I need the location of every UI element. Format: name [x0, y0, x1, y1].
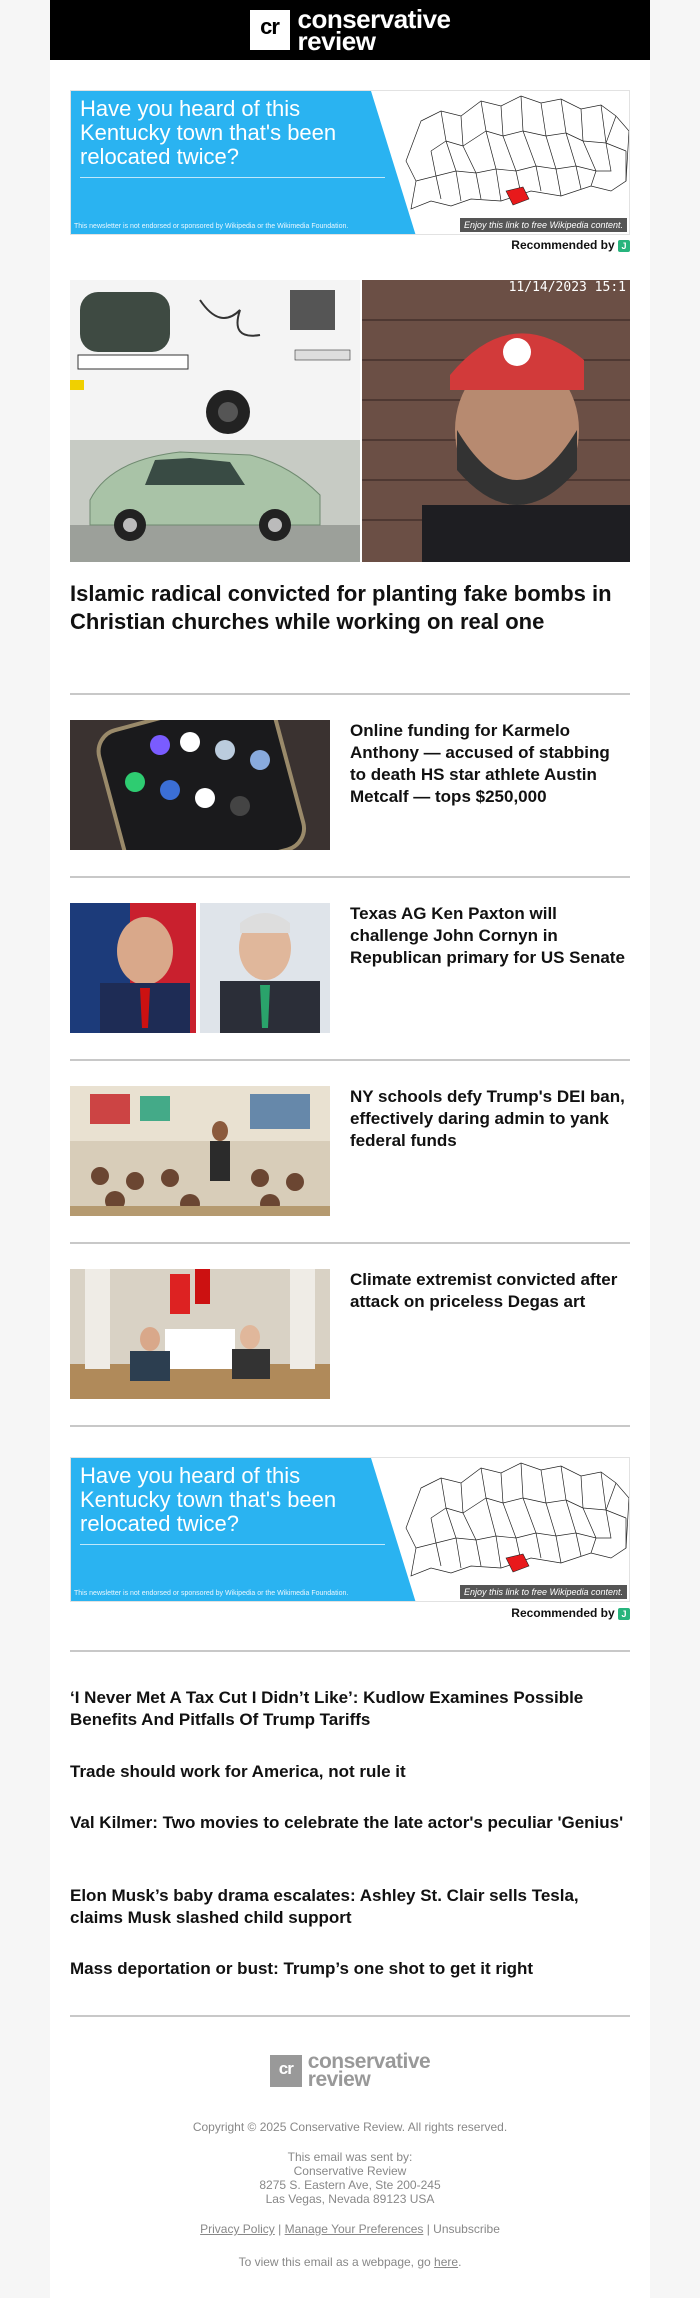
divider	[70, 693, 630, 695]
unsubscribe-link[interactable]: Unsubscribe	[433, 2222, 500, 2236]
story-thumbnail	[70, 903, 330, 1033]
manage-preferences-link[interactable]: Manage Your Preferences	[284, 2222, 424, 2236]
recommended-by[interactable]: Recommended by J	[70, 1606, 630, 1620]
divider	[70, 2015, 630, 2017]
headline-link[interactable]: Trade should work for America, not rule it	[70, 1762, 406, 1781]
hero-headline[interactable]: Islamic radical convicted for planting fake bombs in Christian churches while working on real one	[70, 581, 612, 634]
story-card[interactable]	[70, 903, 630, 1033]
copyright: Copyright © 2025 Conservative Review. All rights reserved.	[192, 2120, 508, 2134]
webpage-link[interactable]: here	[434, 2255, 459, 2269]
jeeng-icon: J	[618, 1608, 630, 1620]
headline-link[interactable]: Val Kilmer: Two movies to celebrate the late actor's peculiar 'Genius'	[70, 1813, 624, 1832]
story-card[interactable]	[70, 1269, 630, 1399]
timestamp: 11/14/2023 15:1	[508, 280, 626, 295]
suspect-photo	[362, 280, 630, 562]
logo-wordmark[interactable]: conservative review	[297, 4, 451, 56]
sent-by: This email was sent by:	[287, 2150, 413, 2164]
story-card[interactable]	[70, 1086, 630, 1216]
divider	[70, 876, 630, 878]
headline-link[interactable]: Mass deportation or bust: Trump’s one shot to get it right	[70, 1959, 534, 1978]
ad-caption: Enjoy this link to free Wikipedia content.	[460, 218, 627, 232]
evidence-photo-collage	[70, 280, 360, 562]
story-headline[interactable]: Online funding for Karmelo Anthony — accused of stabbing to death HS star athlete Austin Metcalf — tops $250,000	[350, 721, 610, 806]
headline-link[interactable]: Elon Musk’s baby drama escalates: Ashley St. Clair sells Tesla, claims Musk slashed child support	[70, 1886, 579, 1927]
kentucky-map-icon	[401, 91, 630, 235]
story-thumbnail	[70, 1269, 330, 1399]
logo-mark[interactable]: cr	[250, 10, 290, 50]
ad-disclaimer: This newsletter is not endorsed or sponsored by Wikipedia or the Wikimedia Foundation.	[74, 1590, 349, 1597]
ad-title: Have you heard of this Kentucky town that's been relocated twice?	[80, 1463, 337, 1536]
story-thumbnail	[70, 1086, 330, 1216]
divider	[70, 1242, 630, 1244]
story-card[interactable]	[70, 720, 630, 850]
headline-link[interactable]: ‘I Never Met A Tax Cut I Didn’t Like’: Kudlow Examines Possible Benefits And Pitfalls Of Trump Tariffs	[70, 1688, 584, 1729]
hero-image[interactable]	[70, 280, 630, 562]
webpage-line: To view this email as a webpage, go here.	[238, 2255, 462, 2269]
company-name: Conservative Review	[293, 2164, 407, 2178]
ad-disclaimer: This newsletter is not endorsed or sponsored by Wikipedia or the Wikimedia Foundation.	[74, 223, 349, 230]
privacy-policy-link[interactable]: Privacy Policy	[200, 2222, 275, 2236]
kentucky-map-icon	[401, 1458, 630, 1602]
ad-title: Have you heard of this Kentucky town that's been relocated twice?	[80, 96, 337, 169]
story-headline[interactable]: NY schools defy Trump's DEI ban, effectively daring admin to yank federal funds	[350, 1087, 625, 1150]
story-headline[interactable]: Texas AG Ken Paxton will challenge John Cornyn in Republican primary for US Senate	[350, 904, 625, 967]
story-headline[interactable]: Climate extremist convicted after attack on priceless Degas art	[350, 1270, 618, 1311]
email-container	[50, 0, 650, 2298]
address-line2: Las Vegas, Nevada 89123 USA	[265, 2192, 435, 2206]
footer-logo[interactable]: cr conservative review	[50, 2053, 650, 2089]
divider	[70, 1059, 630, 1061]
divider	[70, 1425, 630, 1427]
ad-caption: Enjoy this link to free Wikipedia content.	[460, 1585, 627, 1599]
wikipedia-ad-top[interactable]	[70, 90, 630, 235]
story-thumbnail	[70, 720, 330, 850]
jeeng-icon: J	[618, 240, 630, 252]
address-line1: 8275 S. Eastern Ave, Ste 200-245	[259, 2178, 441, 2192]
recommended-by[interactable]: Recommended by J	[70, 238, 630, 252]
divider	[70, 1650, 630, 1652]
wikipedia-ad-bottom[interactable]	[70, 1457, 630, 1602]
footer-links: Privacy Policy | Manage Your Preferences | Unsubscribe	[200, 2222, 500, 2236]
header-bar	[50, 0, 650, 60]
